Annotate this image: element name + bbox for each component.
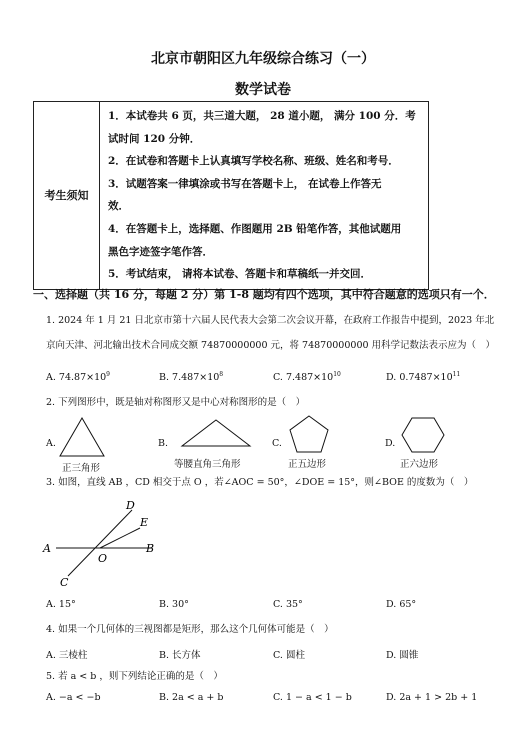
isosceles-right-triangle-figure <box>180 418 252 448</box>
notice-table <box>33 101 429 290</box>
notice-line: 黑色字迹签字笔作答． <box>108 245 213 258</box>
q5-text: 5. 若 a < b ，则下列结论正确的是（ ） <box>46 671 223 682</box>
notice-line: 效． <box>108 200 129 213</box>
equilateral-triangle-figure <box>58 416 106 458</box>
q1-option-d: D. $0.7487\times 10^{11}$ <box>386 371 461 384</box>
q1-option-c: C. $7.487\times 10^{10}$ <box>273 371 341 384</box>
q5-option-c: C. 1 − a < 1 − b <box>273 692 352 703</box>
q1-line2: 京向天津、河北输出技术合同成交额 74870000000 元，将 74870000000 用科学记数法表示应为（ ） <box>46 340 496 351</box>
q4-option-d: D. 圆锥 <box>386 650 419 661</box>
regular-hexagon-figure <box>400 416 446 454</box>
q2-option-d-caption: 正六边形 <box>400 459 439 470</box>
point-o-label: O <box>98 552 108 565</box>
q2-option-d-label: D. <box>385 438 396 449</box>
point-c-label: C <box>60 576 69 588</box>
exam-subtitle: 数学试卷 <box>235 82 291 98</box>
q2-option-a-label: A. <box>46 438 56 449</box>
regular-pentagon-figure <box>288 414 330 454</box>
q4-option-b: B. 长方体 <box>159 650 201 661</box>
q2-option-c-label: C. <box>272 438 282 449</box>
q2-text: 2. 下列图形中，既是轴对称图形又是中心对称图形的是（ ） <box>46 397 306 408</box>
point-b-label: B <box>146 542 155 555</box>
q1-line1: 1. 2024 年 1 月 21 日北京市第十六届人民代表大会第二次会议开幕，在政府工作报告中提到，2023 年北 <box>46 315 495 326</box>
q1-option-a: A. $74.87\times 10^9$ <box>46 371 110 384</box>
notice-line: 4．在答题卡上，选择题、作图题用 2B 铅笔作答，其他试题用 <box>108 222 402 235</box>
q2-option-b-caption: 等腰直角三角形 <box>174 459 241 470</box>
notice-line: 2．在试卷和答题卡上认真填写学校名称、班级、姓名和考号． <box>108 155 399 168</box>
q1-option-b: B. $7.487\times 10^8$ <box>159 371 224 384</box>
q3-option-d: D. 65° <box>386 599 417 610</box>
q4-text: 4. 如果一个几何体的三视图都是矩形，那么这个几何体可能是（ ） <box>46 624 334 635</box>
q5-option-a: A. −a < −b <box>46 692 101 703</box>
q5-option-b: B. 2a < a + b <box>159 692 224 703</box>
notice-label: 考生须知 <box>34 102 100 290</box>
q3-option-b: B. 30° <box>159 599 189 610</box>
q4-option-a: A. 三棱柱 <box>46 650 88 661</box>
q2-option-b-label: B. <box>158 438 169 449</box>
q4-option-c: C. 圆柱 <box>273 650 305 661</box>
q3-option-a: A. 15° <box>46 599 76 610</box>
notice-line: 3．试题答案一律填涂或书写在答题卡上， 在试卷上作答无 <box>108 177 382 190</box>
exam-title: 北京市朝阳区九年级综合练习（一） <box>151 51 375 67</box>
section-heading: 一、选择题（共 16 分，每题 2 分）第 1-8 题均有四个选项，其中符合题意的选项只有一个． <box>33 288 495 301</box>
q3-option-c: C. 35° <box>273 599 303 610</box>
point-a-label: A <box>43 542 51 555</box>
notice-line: 5．考试结束， 请将本试卷、答题卡和草稿纸一并交回． <box>108 268 371 281</box>
notice-body <box>100 102 429 290</box>
point-d-label: D <box>126 499 135 512</box>
notice-line: 1．本试卷共 6 页，共三道大题， 28 道小题， 满分 100 分．考 <box>108 110 416 122</box>
q2-option-c-caption: 正五边形 <box>288 459 327 470</box>
notice-line: 试时间 120 分钟． <box>108 132 201 145</box>
point-e-label: E <box>140 516 149 529</box>
q2-option-a-caption: 正三角形 <box>62 463 101 474</box>
q3-text: 3. 如图，直线 AB ，CD 相交于点 O ，若∠AOC = 50°，∠DOE = 15°，则∠BOE 的度数为（ ） <box>46 477 474 488</box>
q5-option-d: D. 2a + 1 > 2b + 1 <box>386 692 478 703</box>
intersecting-lines-figure <box>40 496 170 588</box>
